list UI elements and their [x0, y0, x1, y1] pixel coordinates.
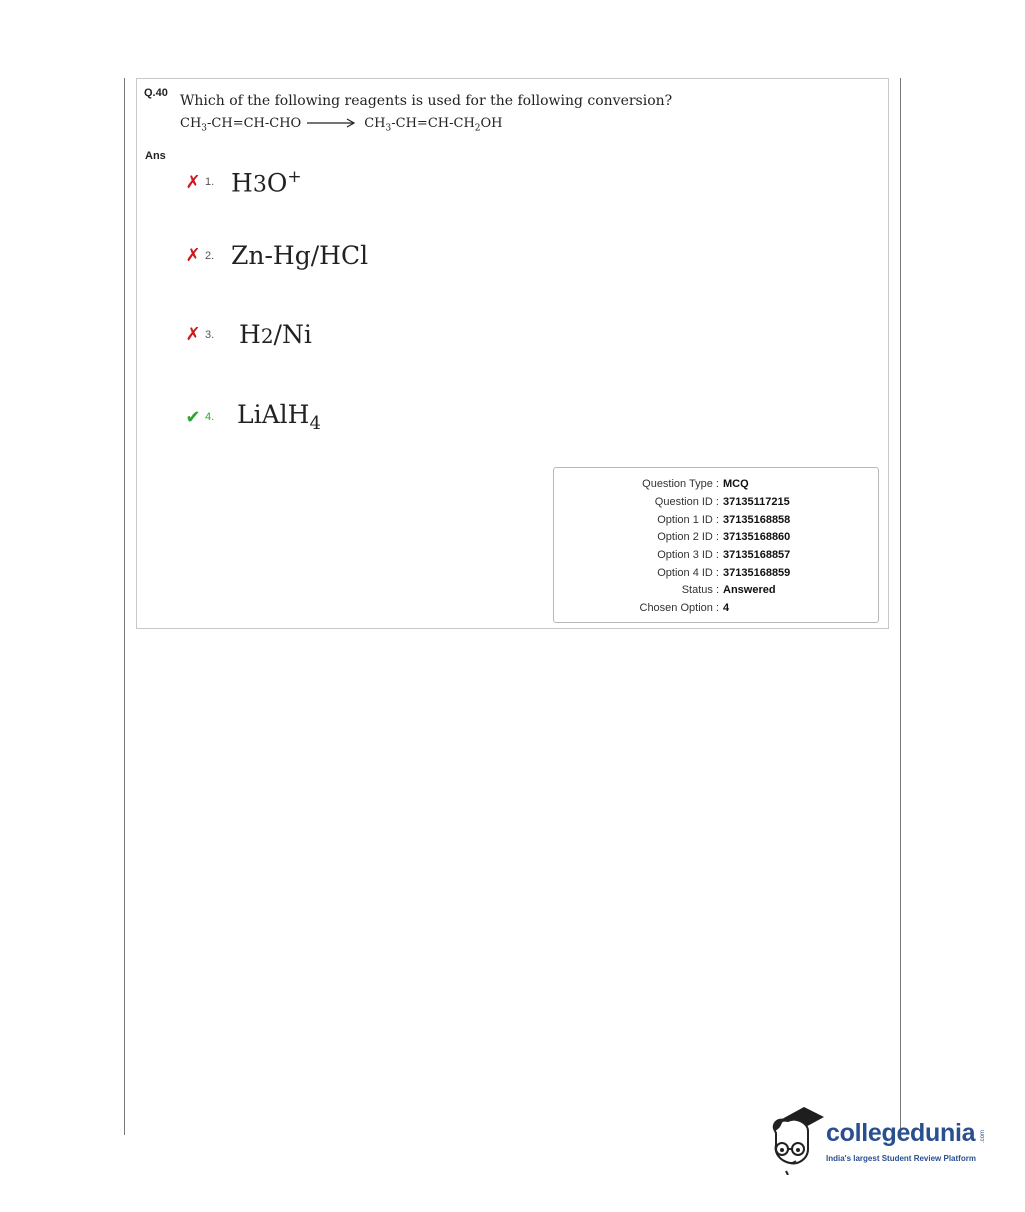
product-formula: $CH_3-CH=CH-CH_2OH$: [364, 116, 503, 134]
logo-wordmark: collegedunia: [826, 1119, 976, 1147]
answer-label: Ans: [145, 150, 166, 162]
incorrect-cross-icon: ✗: [185, 245, 201, 266]
option-text: Zn-Hg/HCl: [231, 241, 369, 270]
question-number: Q.40: [144, 87, 168, 99]
logo-tagline: India's largest Student Review Platform: [826, 1154, 976, 1163]
incorrect-cross-icon: ✗: [185, 324, 201, 345]
option-number: 1.: [205, 176, 215, 189]
info-row-status: Status : Answered: [681, 584, 776, 596]
info-row-question-type: Question Type : MCQ: [642, 478, 749, 490]
option-3: [184, 320, 312, 349]
info-row-option-1-id: Option 1 ID : 37135168858: [657, 514, 791, 526]
option-4: [184, 400, 321, 434]
info-row-question-id: Question ID : 37135117215: [654, 496, 790, 508]
question-info-panel: [553, 467, 879, 623]
info-row-chosen-option: Chosen Option : 4: [639, 602, 730, 614]
option-1: [184, 167, 302, 197]
option-text: LiAlH$_4$: [237, 400, 321, 434]
reaction-equation: [180, 116, 503, 134]
right-page-rule: [900, 78, 901, 1140]
option-number: 2.: [205, 249, 215, 262]
reaction-arrow-icon: [307, 117, 357, 132]
option-number: 4.: [205, 411, 215, 423]
info-row-option-3-id: Option 3 ID : 37135168857: [657, 549, 791, 561]
incorrect-cross-icon: ✗: [185, 171, 201, 193]
logo-suffix: .com: [980, 1130, 986, 1144]
info-row-option-4-id: Option 4 ID : 37135168859: [657, 567, 791, 579]
mascot-icon: [768, 1105, 826, 1175]
reactant-formula: $CH_3-CH=CH$-CHO: [180, 116, 302, 134]
correct-check-icon: ✔: [185, 406, 201, 428]
info-row-option-2-id: Option 2 ID : 37135168860: [657, 531, 791, 543]
option-text: H2/Ni: [239, 320, 312, 349]
left-page-rule: [124, 78, 125, 1135]
question-text: Which of the following reagents is used for the following conversion?: [180, 93, 673, 109]
option-text: H3O+: [231, 167, 302, 198]
collegedunia-logo: [768, 1105, 993, 1175]
option-2: [184, 241, 368, 270]
option-number: 3.: [205, 328, 215, 341]
